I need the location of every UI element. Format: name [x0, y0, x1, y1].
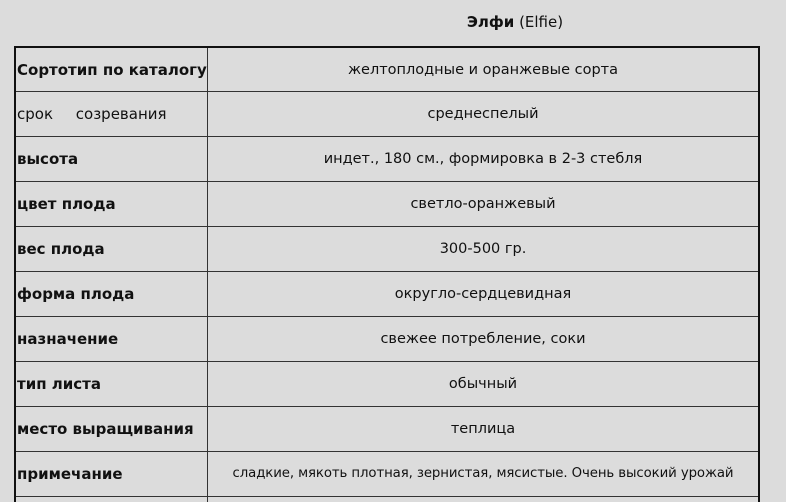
row-value-catalog-type: желтоплодные и оранжевые сорта [208, 47, 760, 92]
table-row [15, 137, 759, 182]
variety-name: Элфи [466, 13, 515, 31]
row-label-leaf-type: тип листа [15, 362, 208, 407]
table-row [15, 227, 759, 272]
row-value-empty [208, 497, 760, 502]
table-row [15, 92, 759, 137]
row-label-fruit-color: цвет плода [15, 182, 208, 227]
row-value-leaf-type: обычный [208, 362, 760, 407]
table-row [15, 407, 759, 452]
variety-latin-name: (Elfie) [519, 13, 564, 31]
row-value-note: сладкие, мякоть плотная, зернистая, мясистые. Очень высокий урожай [208, 452, 760, 497]
row-value-growing-place: теплица [208, 407, 760, 452]
variety-title [0, 12, 786, 32]
table-row [15, 317, 759, 362]
row-label-growing-place: место выращивания [15, 407, 208, 452]
row-label-purpose: назначение [15, 317, 208, 362]
row-label-empty [15, 497, 208, 502]
row-label-catalog-type: Сортотип по каталогу [15, 47, 208, 92]
row-value-fruit-color: светло-оранжевый [208, 182, 760, 227]
row-label-fruit-shape: форма плода [15, 272, 208, 317]
row-value-ripening: среднеспелый [208, 92, 760, 137]
table-row [15, 47, 759, 92]
table-row [15, 362, 759, 407]
row-label-fruit-weight: вес плода [15, 227, 208, 272]
row-value-purpose: свежее потребление, соки [208, 317, 760, 362]
row-value-fruit-shape: округло-сердцевидная [208, 272, 760, 317]
row-label-ripening: срок созревания [15, 92, 208, 137]
row-label-height: высота [15, 137, 208, 182]
row-value-height: индет., 180 см., формировка в 2-3 стебля [208, 137, 760, 182]
table-row [15, 182, 759, 227]
table-row [15, 452, 759, 497]
table-row [15, 272, 759, 317]
table-row [15, 497, 759, 502]
row-label-note: примечание [15, 452, 208, 497]
variety-characteristics-table [14, 46, 760, 502]
row-value-fruit-weight: 300-500 гр. [208, 227, 760, 272]
